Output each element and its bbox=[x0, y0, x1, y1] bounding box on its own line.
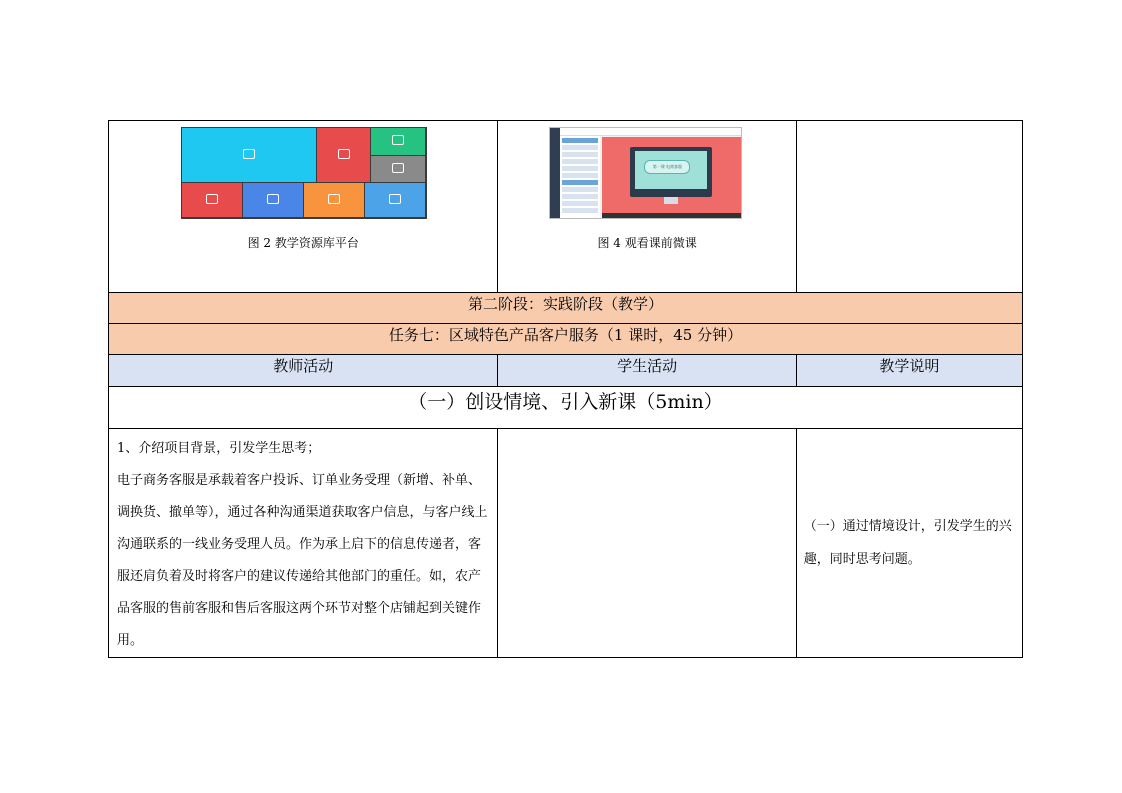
micro-lesson-screenshot bbox=[549, 127, 742, 219]
ppt-icon bbox=[243, 149, 255, 159]
video-control-bar bbox=[602, 213, 741, 218]
play-icon bbox=[206, 194, 218, 204]
lesson-list bbox=[560, 136, 600, 218]
doc-icon bbox=[392, 163, 404, 173]
figure-4-cell bbox=[498, 121, 796, 293]
app-topbar bbox=[560, 128, 741, 136]
teacher-activity-line1: 1、介绍项目背景，引发学生思考； bbox=[117, 441, 321, 456]
cloud-icon bbox=[389, 194, 401, 204]
send-tile bbox=[243, 183, 303, 217]
section-row bbox=[109, 387, 1023, 429]
teacher-activity-line2: 电子商务客服是承载着客户投诉、订单业务受理（新增、补单、调换货、撤单等），通过各种沟通渠道获取客户信息，与客户线上沟通联系的一线业务受理人员。作为承上启下的信息传递者，客服还肩负着及时将客户的建议传递给其他部门的重任。如，农产品客服的售前客服和售后客服这两个环节对整个店铺起到关键作用。 bbox=[117, 473, 488, 648]
chat-icon bbox=[392, 135, 404, 145]
teacher-activity-cell bbox=[109, 429, 498, 658]
header-teacher: 教师活动 bbox=[109, 355, 498, 387]
figure-2-cell bbox=[109, 121, 498, 293]
lesson-plan-table bbox=[108, 120, 1023, 658]
chat-tile bbox=[371, 128, 425, 155]
header-student: 学生活动 bbox=[498, 355, 796, 387]
ppt-tile bbox=[182, 128, 316, 182]
teaching-notes-cell: （一）通过情境设计，引发学生的兴趣，同时思考问题。 bbox=[796, 429, 1022, 658]
paper-plane-icon bbox=[267, 194, 279, 204]
video-player bbox=[602, 137, 741, 218]
monitor-illustration bbox=[630, 147, 712, 197]
header-row bbox=[109, 355, 1023, 387]
apps-tile bbox=[304, 183, 364, 217]
image-tile bbox=[317, 128, 370, 182]
task-title: 任务七：区域特色产品客户服务（1 课时，45 分钟） bbox=[109, 324, 1023, 355]
image-icon bbox=[338, 149, 350, 159]
stage-row bbox=[109, 293, 1023, 324]
figure-2-caption: 图 2 教学资源库平台 bbox=[247, 236, 359, 250]
empty-cell bbox=[796, 121, 1022, 293]
cloud-tile bbox=[365, 183, 425, 217]
resource-platform-image bbox=[181, 127, 427, 219]
lesson-title-pill: 第一课 电商客服 bbox=[644, 160, 690, 174]
app-sidebar bbox=[550, 128, 560, 218]
video-tile bbox=[182, 183, 242, 217]
stage-title: 第二阶段：实践阶段（教学） bbox=[109, 293, 1023, 324]
content-row bbox=[109, 429, 1023, 658]
grid-icon bbox=[328, 194, 340, 204]
header-notes: 教学说明 bbox=[796, 355, 1022, 387]
task-row bbox=[109, 324, 1023, 355]
figure-4-caption: 图 4 观看课前微课 bbox=[597, 236, 697, 250]
figure-row bbox=[109, 121, 1023, 293]
student-activity-cell bbox=[498, 429, 796, 658]
doc-tile bbox=[371, 156, 425, 182]
section-title: （一）创设情境、引入新课（5min） bbox=[109, 387, 1023, 429]
